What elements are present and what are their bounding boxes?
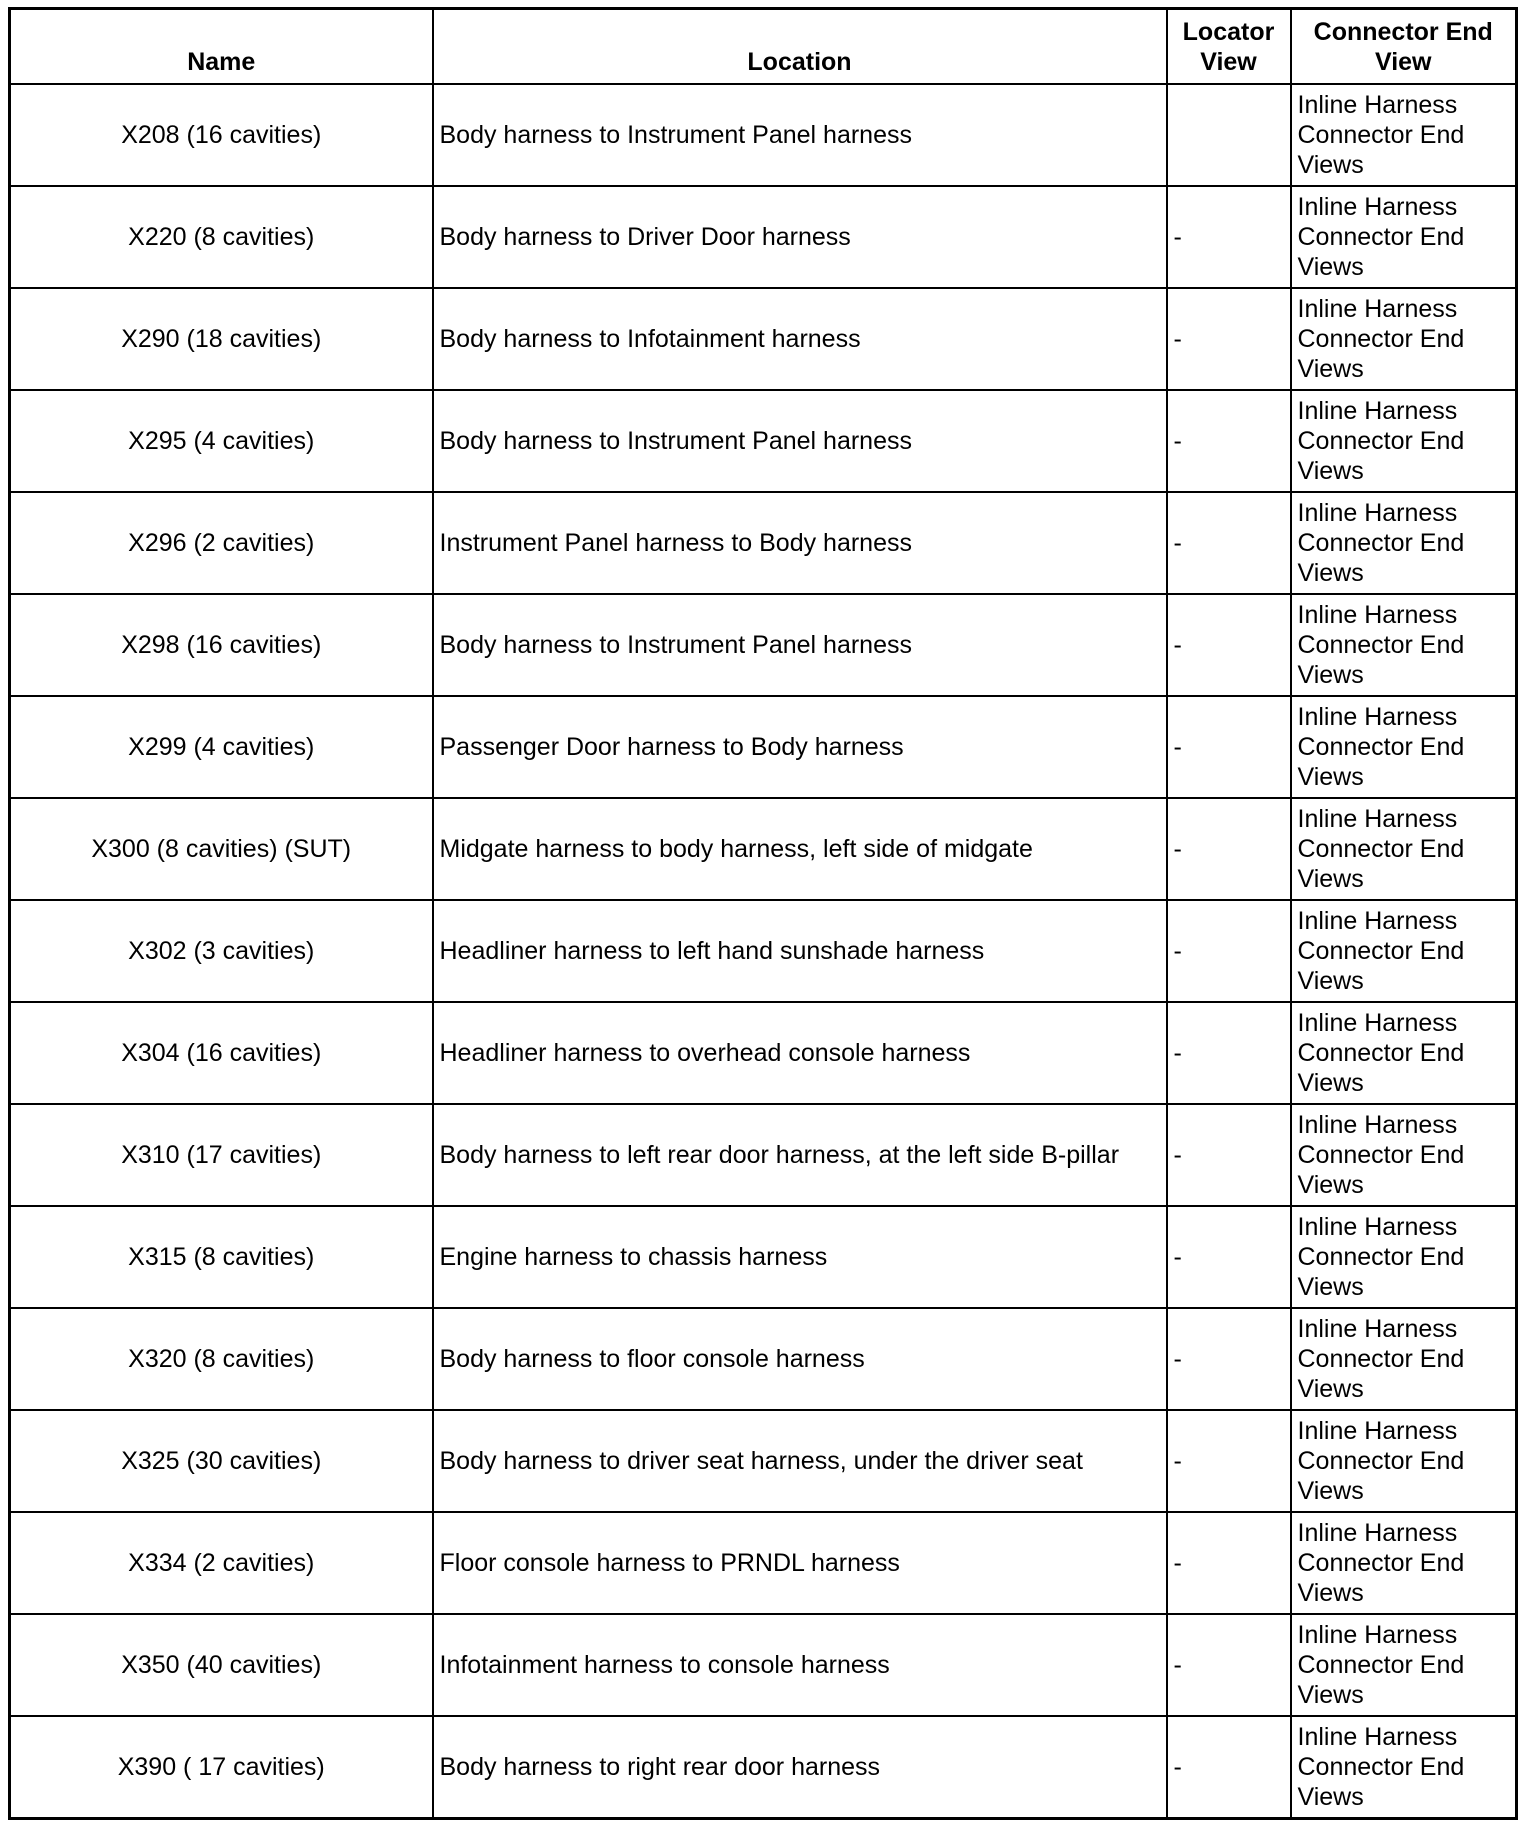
table-row bbox=[10, 798, 1517, 900]
cell-location: Headliner harness to overhead console harness bbox=[433, 1002, 1167, 1104]
table-row bbox=[10, 1206, 1517, 1308]
cell-locator-view: - bbox=[1167, 186, 1291, 288]
cell-locator-view: - bbox=[1167, 594, 1291, 696]
cell-locator-view: - bbox=[1167, 1206, 1291, 1308]
cell-locator-view: - bbox=[1167, 288, 1291, 390]
cell-location: Body harness to Instrument Panel harness bbox=[433, 84, 1167, 186]
cell-connector-end-view: Inline Harness Connector End Views bbox=[1291, 390, 1517, 492]
header-locator-view: Locator View bbox=[1167, 9, 1291, 85]
cell-locator-view: - bbox=[1167, 492, 1291, 594]
table-row bbox=[10, 594, 1517, 696]
cell-name: X304 (16 cavities) bbox=[10, 1002, 433, 1104]
cell-locator-view: - bbox=[1167, 1002, 1291, 1104]
cell-name: X298 (16 cavities) bbox=[10, 594, 433, 696]
cell-locator-view: - bbox=[1167, 1104, 1291, 1206]
table-body bbox=[10, 84, 1517, 1819]
table-row bbox=[10, 1512, 1517, 1614]
cell-name: X296 (2 cavities) bbox=[10, 492, 433, 594]
cell-location: Body harness to right rear door harness bbox=[433, 1716, 1167, 1819]
cell-location: Body harness to Driver Door harness bbox=[433, 186, 1167, 288]
table-row bbox=[10, 696, 1517, 798]
cell-location: Floor console harness to PRNDL harness bbox=[433, 1512, 1167, 1614]
table-row bbox=[10, 1002, 1517, 1104]
cell-name: X325 (30 cavities) bbox=[10, 1410, 433, 1512]
cell-location: Body harness to Infotainment harness bbox=[433, 288, 1167, 390]
header-row bbox=[10, 9, 1517, 85]
cell-locator-view: - bbox=[1167, 1614, 1291, 1716]
cell-location: Body harness to Instrument Panel harness bbox=[433, 594, 1167, 696]
connector-table bbox=[8, 7, 1518, 1820]
cell-connector-end-view: Inline Harness Connector End Views bbox=[1291, 1614, 1517, 1716]
cell-name: X290 (18 cavities) bbox=[10, 288, 433, 390]
cell-connector-end-view: Inline Harness Connector End Views bbox=[1291, 594, 1517, 696]
cell-location: Engine harness to chassis harness bbox=[433, 1206, 1167, 1308]
table-row bbox=[10, 900, 1517, 1002]
header-name: Name bbox=[10, 9, 433, 85]
cell-name: X299 (4 cavities) bbox=[10, 696, 433, 798]
cell-location: Headliner harness to left hand sunshade harness bbox=[433, 900, 1167, 1002]
cell-connector-end-view: Inline Harness Connector End Views bbox=[1291, 696, 1517, 798]
cell-location: Body harness to Instrument Panel harness bbox=[433, 390, 1167, 492]
cell-name: X300 (8 cavities) (SUT) bbox=[10, 798, 433, 900]
cell-connector-end-view: Inline Harness Connector End Views bbox=[1291, 900, 1517, 1002]
cell-locator-view: - bbox=[1167, 390, 1291, 492]
cell-name: X390 ( 17 cavities) bbox=[10, 1716, 433, 1819]
cell-connector-end-view: Inline Harness Connector End Views bbox=[1291, 186, 1517, 288]
cell-locator-view: - bbox=[1167, 798, 1291, 900]
table-row bbox=[10, 84, 1517, 186]
cell-locator-view bbox=[1167, 84, 1291, 186]
table-row bbox=[10, 390, 1517, 492]
table-row bbox=[10, 288, 1517, 390]
cell-connector-end-view: Inline Harness Connector End Views bbox=[1291, 1104, 1517, 1206]
cell-name: X220 (8 cavities) bbox=[10, 186, 433, 288]
cell-location: Infotainment harness to console harness bbox=[433, 1614, 1167, 1716]
cell-location: Body harness to driver seat harness, under the driver seat bbox=[433, 1410, 1167, 1512]
cell-location: Instrument Panel harness to Body harness bbox=[433, 492, 1167, 594]
cell-connector-end-view: Inline Harness Connector End Views bbox=[1291, 1308, 1517, 1410]
cell-name: X295 (4 cavities) bbox=[10, 390, 433, 492]
cell-name: X320 (8 cavities) bbox=[10, 1308, 433, 1410]
cell-connector-end-view: Inline Harness Connector End Views bbox=[1291, 492, 1517, 594]
cell-name: X334 (2 cavities) bbox=[10, 1512, 433, 1614]
cell-name: X208 (16 cavities) bbox=[10, 84, 433, 186]
cell-locator-view: - bbox=[1167, 1512, 1291, 1614]
table-row bbox=[10, 492, 1517, 594]
cell-name: X315 (8 cavities) bbox=[10, 1206, 433, 1308]
cell-name: X310 (17 cavities) bbox=[10, 1104, 433, 1206]
cell-connector-end-view: Inline Harness Connector End Views bbox=[1291, 1410, 1517, 1512]
header-location: Location bbox=[433, 9, 1167, 85]
table-row bbox=[10, 1614, 1517, 1716]
cell-location: Passenger Door harness to Body harness bbox=[433, 696, 1167, 798]
cell-connector-end-view: Inline Harness Connector End Views bbox=[1291, 1002, 1517, 1104]
cell-locator-view: - bbox=[1167, 1308, 1291, 1410]
cell-location: Midgate harness to body harness, left side of midgate bbox=[433, 798, 1167, 900]
cell-connector-end-view: Inline Harness Connector End Views bbox=[1291, 1512, 1517, 1614]
cell-connector-end-view: Inline Harness Connector End Views bbox=[1291, 1716, 1517, 1819]
header-connector-end-view: Connector End View bbox=[1291, 9, 1517, 85]
cell-locator-view: - bbox=[1167, 1410, 1291, 1512]
cell-connector-end-view: Inline Harness Connector End Views bbox=[1291, 798, 1517, 900]
cell-name: X350 (40 cavities) bbox=[10, 1614, 433, 1716]
cell-locator-view: - bbox=[1167, 696, 1291, 798]
table-row bbox=[10, 1308, 1517, 1410]
cell-locator-view: - bbox=[1167, 900, 1291, 1002]
cell-location: Body harness to floor console harness bbox=[433, 1308, 1167, 1410]
cell-location: Body harness to left rear door harness, at the left side B-pillar bbox=[433, 1104, 1167, 1206]
cell-locator-view: - bbox=[1167, 1716, 1291, 1819]
table-header bbox=[10, 9, 1517, 85]
table-row bbox=[10, 1716, 1517, 1819]
cell-connector-end-view: Inline Harness Connector End Views bbox=[1291, 288, 1517, 390]
table-row bbox=[10, 1104, 1517, 1206]
table-row bbox=[10, 186, 1517, 288]
table-row bbox=[10, 1410, 1517, 1512]
cell-connector-end-view: Inline Harness Connector End Views bbox=[1291, 1206, 1517, 1308]
cell-connector-end-view: Inline Harness Connector End Views bbox=[1291, 84, 1517, 186]
cell-name: X302 (3 cavities) bbox=[10, 900, 433, 1002]
